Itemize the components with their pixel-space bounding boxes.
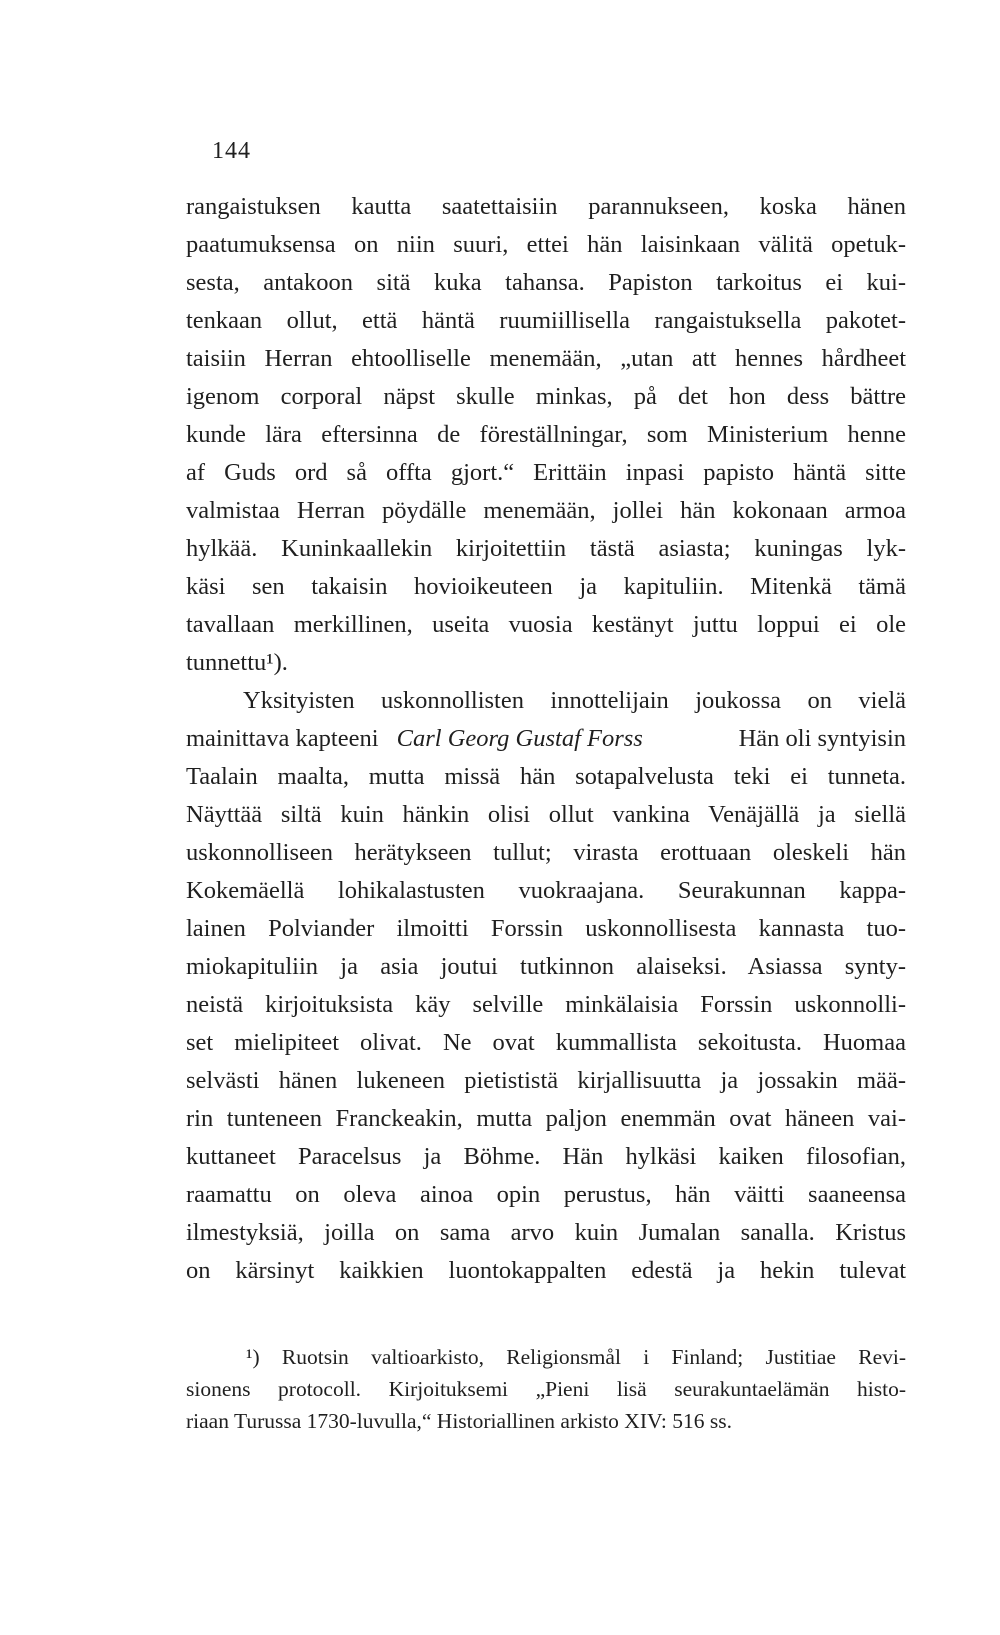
- text-line: kunde lära eftersinna de föreställningar, som Ministerium henne: [186, 421, 906, 448]
- text-line: tunnettu¹).: [186, 649, 288, 676]
- text-line: igenom corporal näpst skulle minkas, på det hon dess bättre: [186, 383, 906, 410]
- text-line: af Guds ord så offta gjort.“ Erittäin inpasi papisto häntä sitte: [186, 459, 906, 486]
- text-line: rangaistuksen kautta saatettaisiin parannukseen, koska hänen: [186, 193, 906, 220]
- text-line: Taalain maalta, mutta missä hän sotapalvelusta teki ei tunneta.: [186, 763, 906, 790]
- text-line: paatumuksensa on niin suuri, ettei hän laisinkaan välitä opetuk-: [186, 231, 906, 258]
- text-line: selvästi hänen lukeneen pietististä kirjallisuutta ja jossakin mää-: [186, 1067, 906, 1094]
- text-line: taisiin Herran ehtoolliselle menemään, „utan att hennes hårdheet: [186, 345, 906, 372]
- footnote-line: riaan Turussa 1730-luvulla,“ Historiallinen arkisto XIV: 516 ss.: [186, 1409, 733, 1433]
- text-line: valmistaa Herran pöydälle menemään, jollei hän kokonaan armoa: [186, 497, 906, 524]
- person-name-italic: Carl Georg Gustaf Forss: [396, 725, 643, 752]
- text-line: ilmestyksiä, joilla on sama arvo kuin Jumalan sanalla. Kristus: [186, 1219, 906, 1246]
- text-line: neistä kirjoituksista käy selville minkälaisia Forssin uskonnolli-: [186, 991, 906, 1018]
- text-line: tavallaan merkillinen, useita vuosia kestänyt juttu loppui ei ole: [186, 611, 906, 638]
- text-line: Näyttää siltä kuin hänkin olisi ollut vankina Venäjällä ja siellä: [186, 801, 906, 828]
- text-line: tenkaan ollut, että häntä ruumiillisella rangaistuksella pakotet-: [186, 307, 906, 334]
- text-segment: Hän oli syntyisin: [738, 725, 906, 752]
- text-line: hylkää. Kuninkaallekin kirjoitettiin tästä asiasta; kuningas lyk-: [186, 535, 906, 562]
- text-line: kuttaneet Paracelsus ja Böhme. Hän hylkäsi kaiken filosofian,: [186, 1143, 906, 1170]
- text-line: sesta, antakoon sitä kuka tahansa. Papiston tarkoitus ei kui-: [186, 269, 906, 296]
- text-line-mixed: [186, 722, 906, 756]
- text-line: raamattu on oleva ainoa opin perustus, hän väitti saaneensa: [186, 1181, 906, 1208]
- text-line: rin tunteneen Franckeakin, mutta paljon enemmän ovat häneen vai-: [186, 1105, 906, 1132]
- text-segment: mainittava kapteeni: [186, 725, 379, 752]
- text-line: Kokemäellä lohikalastusten vuokraajana. Seurakunnan kappa-: [186, 877, 906, 904]
- text-line: set mielipiteet olivat. Ne ovat kummallista sekoitusta. Huomaa: [186, 1029, 906, 1056]
- footnote-line: ¹) Ruotsin valtioarkisto, Religionsmål i Finland; Justitiae Revi-: [246, 1345, 906, 1369]
- text-line: on kärsinyt kaikkien luontokappalten edestä ja hekin tulevat: [186, 1257, 906, 1284]
- text-line: käsi sen takaisin hovioikeuteen ja kapituliin. Mitenkä tämä: [186, 573, 906, 600]
- text-line: lainen Polviander ilmoitti Forssin uskonnollisesta kannasta tuo-: [186, 915, 906, 942]
- text-line: miokapituliin ja asia joutui tutkinnon alaiseksi. Asiassa synty-: [186, 953, 906, 980]
- paragraph-start-line: Yksityisten uskonnollisten innottelijain joukossa on vielä: [243, 687, 906, 714]
- footnote-line: sionens protocoll. Kirjoituksemi „Pieni lisä seurakuntaelämän histo-: [186, 1377, 906, 1401]
- text-line: uskonnolliseen herätykseen tullut; virasta erottuaan oleskeli hän: [186, 839, 906, 866]
- page-number: 144: [212, 138, 251, 164]
